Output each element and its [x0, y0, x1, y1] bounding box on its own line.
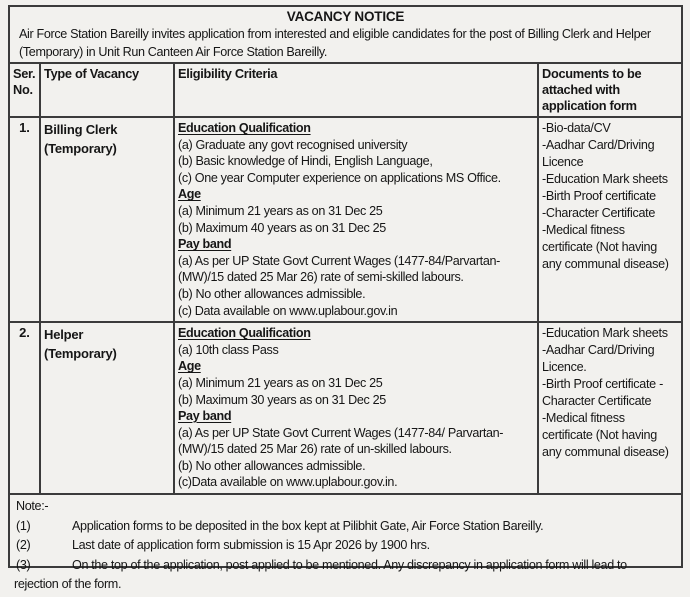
table-row-billing-clerk	[10, 117, 681, 322]
title-block	[10, 7, 681, 64]
header-documents: Documents to be attached with application form	[538, 64, 681, 117]
type-line: Billing Clerk	[44, 122, 118, 137]
document-line: -Aadhar Card/Driving Licence	[542, 138, 655, 169]
document-line: -Bio-data/CV	[542, 121, 611, 135]
type-line: (Temporary)	[44, 141, 117, 156]
notice-title: VACANCY NOTICE	[286, 9, 405, 24]
eligibility-line: (a) Graduate any govt recognised university	[178, 137, 408, 152]
notes-list	[14, 517, 671, 595]
header-type-of-vacancy: Type of Vacancy	[40, 64, 174, 117]
eligibility-line: (b) Maximum 30 years as on 31 Dec 25	[178, 392, 386, 407]
cell-ser-no: 1.	[10, 117, 40, 322]
document-line: -Aadhar Card/Driving Licence.	[542, 343, 655, 375]
eligibility-line: (a) As per UP State Govt Current Wages (1477-84/Parvartan-(MW)/15 dated 25 Mar 26) rate of semi-skilled labours.	[178, 253, 500, 285]
type-line: (Temporary)	[44, 346, 117, 362]
eligibility-line: (c) One year Computer experience on applications MS Office.	[178, 170, 501, 185]
note-number: (2)	[16, 538, 31, 553]
eligibility-line: (a) Minimum 21 years as on 31 Dec 25	[178, 203, 383, 218]
note-number: (1)	[16, 518, 31, 533]
eligibility-line: (c) Data available on www.uplabour.gov.in	[178, 303, 398, 318]
cell-documents	[538, 322, 681, 494]
cell-type-of-vacancy	[40, 117, 174, 322]
document-line: -Medical fitness certificate (Not having any communal disease)	[542, 411, 669, 460]
eligibility-line: (b) No other allowances admissible.	[178, 458, 366, 473]
eligibility-line: Pay band	[178, 237, 232, 252]
cell-eligibility	[174, 117, 538, 322]
note-text: On the top of the application, post applied to be mentioned. Any discrepancy in application form will lead to rejection of the form.	[14, 557, 627, 592]
eligibility-line: Age	[178, 187, 201, 202]
document-line: -Character Certificate	[542, 206, 656, 220]
table-header-row	[10, 64, 681, 117]
note-item	[14, 517, 671, 537]
document-line: -Birth Proof certificate	[542, 189, 656, 203]
notice-intro: Air Force Station Bareilly invites application from interested and eligible candidates for the post of Billing Clerk and Helper (Temporary) in Unit Run Canteen Air Force Station Bareilly.	[19, 27, 651, 59]
document-line: -Education Mark sheets	[542, 172, 668, 186]
eligibility-line: Age	[178, 359, 201, 374]
header-ser-no: Ser. No.	[10, 64, 40, 117]
vacancy-table	[10, 64, 681, 495]
cell-eligibility	[174, 322, 538, 494]
note-item	[14, 536, 671, 556]
eligibility-line: (a) Minimum 21 years as on 31 Dec 25	[178, 375, 383, 390]
eligibility-line: (a) As per UP State Govt Current Wages (1477-84/ Parvartan-(MW)/15 dated 25 Mar 26) rate of un-skilled labours.	[178, 425, 504, 457]
note-text: Application forms to be deposited in the box kept at Pilibhit Gate, Air Force Station Bareilly.	[72, 518, 544, 533]
eligibility-line: (c)Data available on www.uplabour.gov.in.	[178, 475, 398, 490]
note-item	[14, 556, 671, 595]
header-eligibility-criteria: Eligibility Criteria	[174, 64, 538, 117]
document-line: -Education Mark sheets	[542, 326, 668, 341]
table-row-helper	[10, 322, 681, 494]
eligibility-line: Pay band	[178, 409, 232, 424]
eligibility-line: (a) 10th class Pass	[178, 342, 279, 357]
cell-ser-no: 2.	[10, 322, 40, 494]
note-text: Last date of application form submission is 15 Apr 2026 by 1900 hrs.	[72, 538, 430, 553]
notes-label: Note:-	[16, 499, 49, 514]
eligibility-line: Education Qualification	[178, 326, 311, 341]
type-line: Helper	[44, 327, 84, 343]
eligibility-line: Education Qualification	[178, 121, 311, 135]
eligibility-line: (b) Maximum 40 years as on 31 Dec 25	[178, 220, 386, 235]
note-number: (3)	[16, 557, 31, 572]
notes-section	[10, 495, 681, 597]
cell-documents	[538, 117, 681, 322]
eligibility-line: (b) No other allowances admissible.	[178, 286, 366, 301]
cell-type-of-vacancy	[40, 322, 174, 494]
eligibility-line: (b) Basic knowledge of Hindi, English Language,	[178, 154, 433, 169]
vacancy-notice-page	[8, 5, 683, 592]
document-line: -Medical fitness certificate (Not having any communal disease)	[542, 223, 669, 271]
document-line: -Birth Proof certificate - Character Certificate	[542, 377, 663, 409]
